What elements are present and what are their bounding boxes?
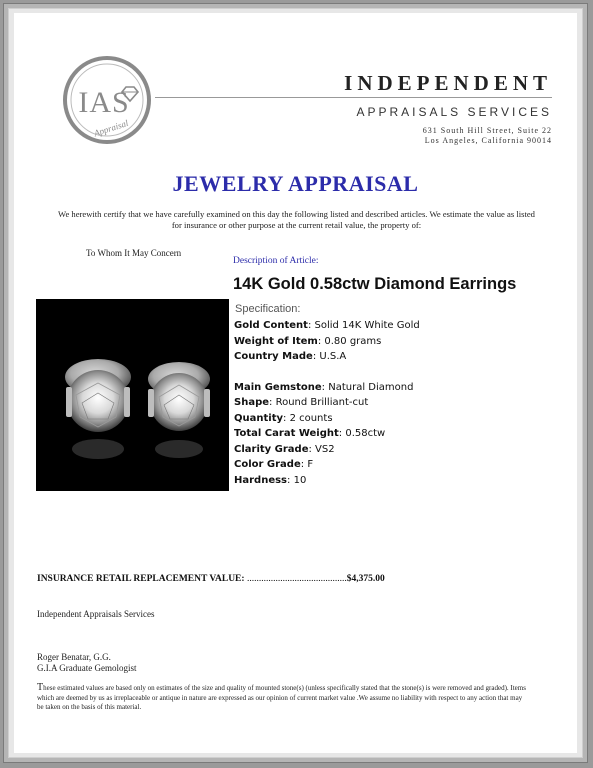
spec-row: Quantity: 2 counts: [234, 412, 333, 424]
signer-title: G.I.A Graduate Gemologist: [37, 663, 137, 673]
page-title: JEWELRY APPRAISAL: [172, 171, 419, 196]
brand-subtitle: APPRAISALS SERVICES: [356, 105, 552, 119]
recipient: To Whom It May Concern: [86, 248, 182, 258]
logo-caption: Appraisal: [92, 117, 130, 139]
appraisal-page: [14, 13, 577, 753]
spec-row: Clarity Grade: VS2: [234, 443, 335, 455]
spec-row: Hardness: 10: [234, 474, 307, 486]
certification-text: We herewith certify that we have carefully examined on this day the following listed and described articles. We estimate the value as listed for insurance or other purpose at the current retail value, the property of:: [58, 209, 535, 230]
spec-row: Country Made: U.S.A: [234, 351, 347, 362]
spec-row: Gold Content: Solid 14K White Gold: [234, 320, 420, 331]
address-line-2: Los Angeles, California 90014: [424, 136, 552, 145]
brand-divider: [155, 97, 552, 98]
spec-row: Weight of Item: 0.80 grams: [234, 335, 382, 347]
company-address: [314, 126, 552, 146]
disclaimer: These estimated values are based only on estimates of the size and quality of mounted stone(s) (unless specifically stated that the stone(s) is were removed and graded). Items which are deemed by us as irreplaceable or antique in nature are expressed as our opinion of current market value .We assume no liability with respect to any action that may be taken on the basis of this material.: [37, 682, 526, 711]
insurance-value-line: [37, 574, 557, 584]
spec-row: Total Carat Weight: 0.58ctw: [234, 428, 386, 439]
spec-row: Main Gemstone: Natural Diamond: [234, 381, 414, 393]
specifications-list: [234, 318, 420, 488]
insurance-label: INSURANCE RETAIL REPLACEMENT VALUE:: [37, 574, 245, 584]
logo-letters: IAS: [78, 86, 130, 119]
specification-label: Specification:: [235, 303, 301, 315]
signer-block: [37, 652, 136, 674]
ias-logo: [62, 55, 152, 145]
insurance-dots: ..........................................: [246, 574, 347, 584]
signer-name: Roger Benatar, G.G.: [37, 652, 111, 662]
item-title: 14K Gold 0.58ctw Diamond Earrings: [233, 275, 517, 293]
address-line-1: 631 South Hill Street, Suite 22: [422, 126, 552, 135]
spec-row: Color Grade: F: [234, 459, 314, 470]
spec-row: Shape: Round Brilliant-cut: [234, 397, 369, 408]
earrings-photo: [36, 299, 229, 491]
insurance-value: $4,375.00: [346, 574, 385, 584]
brand-title: INDEPENDENT: [344, 71, 552, 95]
company-name: Independent Appraisals Services: [37, 609, 155, 619]
description-label: Description of Article:: [233, 256, 319, 266]
